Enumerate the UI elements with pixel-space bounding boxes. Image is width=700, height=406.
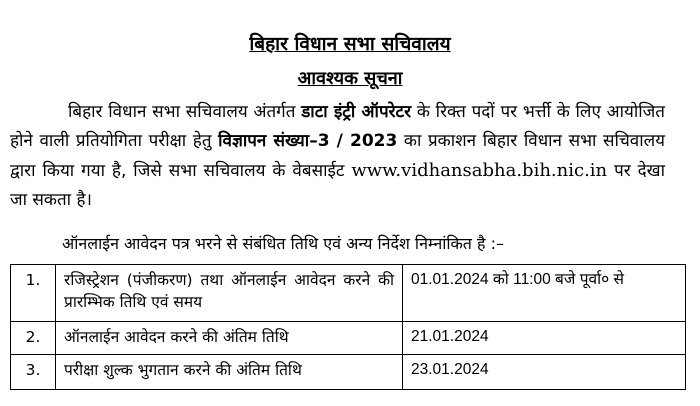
row-label: रजिस्ट्रेशन (पंजीकरण) तथा ऑनलाईन आवेदन करने की प्रारम्भिक तिथि एवं समय: [56, 265, 403, 322]
row-label: परीक्षा शुल्क भुगतान करने की अंतिम तिथि: [56, 355, 403, 390]
row-number: 3.: [11, 355, 56, 390]
notice-heading: आवश्यक सूचना: [297, 68, 403, 89]
notice-paragraph: [10, 98, 665, 215]
advertisement-number: विज्ञापन संख्या–3 / 2023: [218, 131, 398, 151]
notice-text-3: का प्रकाशन बिहार विधान सभा सचिवालय द्वारा किया गया है, जिसे सभा सचिवालय के वेबसाईट: [10, 131, 665, 181]
schedule-intro: ऑनलाईन आवेदन पत्र भरने से संबंधित तिथि एवं अन्य निर्देश निम्नांकित है :–: [62, 234, 504, 253]
notice-text-2: के रिक्त पदों पर भर्त्ती के लिए आयोजित होने वाली प्रतियोगिता परीक्षा हेतु: [10, 102, 665, 151]
row-value: 01.01.2024 को 11:00 बजे पूर्वा० से: [403, 265, 686, 322]
notice-text-4: पर देखा जा सकता है।: [10, 161, 665, 210]
row-number: 2.: [11, 322, 56, 355]
row-label: ऑनलाईन आवेदन करने की अंतिम तिथि: [56, 322, 403, 355]
table-row: [11, 355, 686, 390]
schedule-table: [10, 264, 686, 390]
notice-text-1: बिहार विधान सभा सचिवालय अंतर्गत: [68, 102, 302, 122]
row-number: 1.: [11, 265, 56, 322]
page-title: बिहार विधान सभा सचिवालय: [249, 33, 451, 55]
row-value: 21.01.2024: [403, 322, 686, 355]
row-value: 23.01.2024: [403, 355, 686, 390]
table-row: [11, 322, 686, 355]
website-link[interactable]: www.vidhansabha.bih.nic.in: [351, 160, 608, 181]
table-row: [11, 265, 686, 322]
post-name: डाटा इंट्री ऑपरेटर: [301, 102, 412, 122]
